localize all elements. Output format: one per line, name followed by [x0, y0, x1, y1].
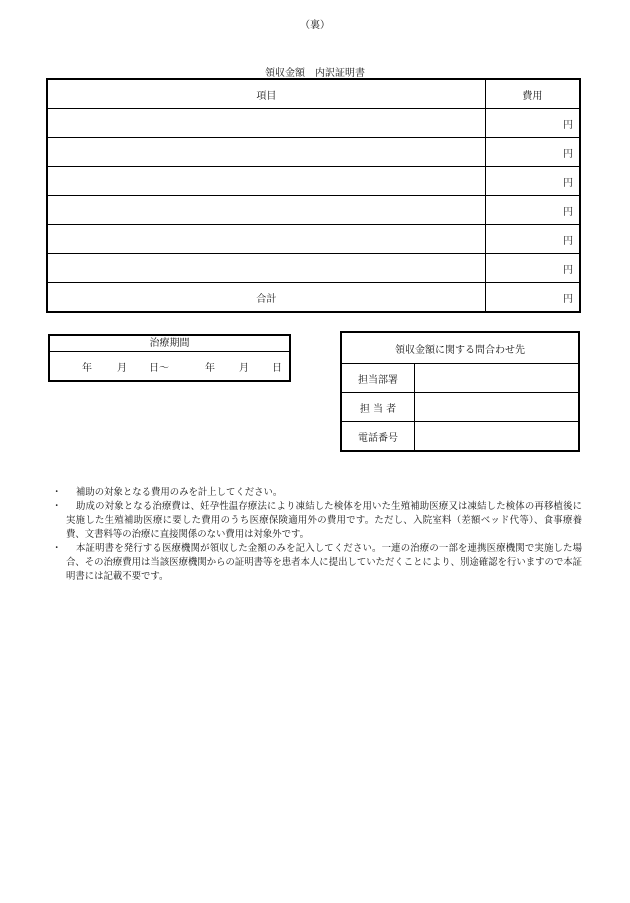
contact-row [341, 364, 579, 393]
document-title: 領収金額 内訳証明書 [265, 68, 365, 79]
table-row [47, 196, 580, 225]
start-month-label: 月 [117, 363, 127, 374]
breakdown-table [46, 78, 581, 313]
table-row [47, 109, 580, 138]
table-row [47, 167, 580, 196]
person-in-charge-field[interactable] [415, 393, 580, 422]
item-cell[interactable] [47, 138, 485, 167]
amount-cell[interactable]: 円 [485, 196, 580, 225]
end-day-label: 日 [272, 363, 282, 374]
phone-number-label: 電話番号 [341, 422, 415, 452]
item-cell[interactable] [47, 254, 485, 283]
contact-row [341, 393, 579, 422]
note-text: 補助の対象となる費用のみを計上してください。 [76, 487, 283, 498]
person-in-charge-label: 担 当 者 [341, 393, 415, 422]
column-header-item: 項目 [47, 79, 485, 109]
note-bullet: ・ [52, 543, 62, 554]
table-row [47, 254, 580, 283]
total-label: 合計 [47, 283, 485, 313]
total-amount-cell[interactable]: 円 [485, 283, 580, 313]
treatment-period-box [48, 334, 291, 382]
table-header-row [47, 79, 580, 109]
treatment-period-dates[interactable] [50, 352, 289, 379]
table-row [47, 225, 580, 254]
amount-cell[interactable]: 円 [485, 167, 580, 196]
amount-cell[interactable]: 円 [485, 109, 580, 138]
department-field[interactable] [415, 364, 580, 393]
note-item [52, 486, 582, 500]
item-cell[interactable] [47, 225, 485, 254]
start-day-label: 日〜 [149, 363, 169, 374]
table-row [47, 138, 580, 167]
note-item [52, 542, 582, 584]
item-cell[interactable] [47, 167, 485, 196]
start-year-label: 年 [82, 363, 92, 374]
note-text: 本証明書を発行する医療機関が領収した金額のみを記入してください。一連の治療の一部を連携医療機関で実施した場合、その治療費用は当該医療機関からの証明書等を患者本人に提出していただくことにより、別途確認を行いますので本証明書には記載不要です。 [66, 543, 582, 582]
note-text: 助成の対象となる治療費は、妊孕性温存療法により凍結した検体を用いた生殖補助医療又は凍結した検体の再移植後に実施した生殖補助医療に要した費用のうち医療保険適用外の費用です。ただし、入院室料（差額ベッド代等）、食事療養費、文書料等の治療に直接関係のない費用は対象外です。 [66, 501, 582, 540]
amount-cell[interactable]: 円 [485, 225, 580, 254]
page-side-label: （裏） [300, 20, 330, 31]
amount-cell[interactable]: 円 [485, 138, 580, 167]
note-bullet: ・ [52, 501, 62, 512]
end-year-label: 年 [205, 363, 215, 374]
item-cell[interactable] [47, 109, 485, 138]
department-label: 担当部署 [341, 364, 415, 393]
note-bullet: ・ [52, 487, 62, 498]
contact-row [341, 422, 579, 452]
contact-header-row [341, 332, 579, 364]
column-header-cost: 費用 [485, 79, 580, 109]
total-row [47, 283, 580, 313]
contact-title: 領収金額に関する問合わせ先 [341, 332, 579, 364]
note-item [52, 500, 582, 542]
contact-table [340, 331, 580, 452]
treatment-period-title: 治療期間 [50, 336, 289, 352]
item-cell[interactable] [47, 196, 485, 225]
end-month-label: 月 [239, 363, 249, 374]
notes-section [52, 486, 582, 584]
amount-cell[interactable]: 円 [485, 254, 580, 283]
phone-number-field[interactable] [415, 422, 580, 452]
